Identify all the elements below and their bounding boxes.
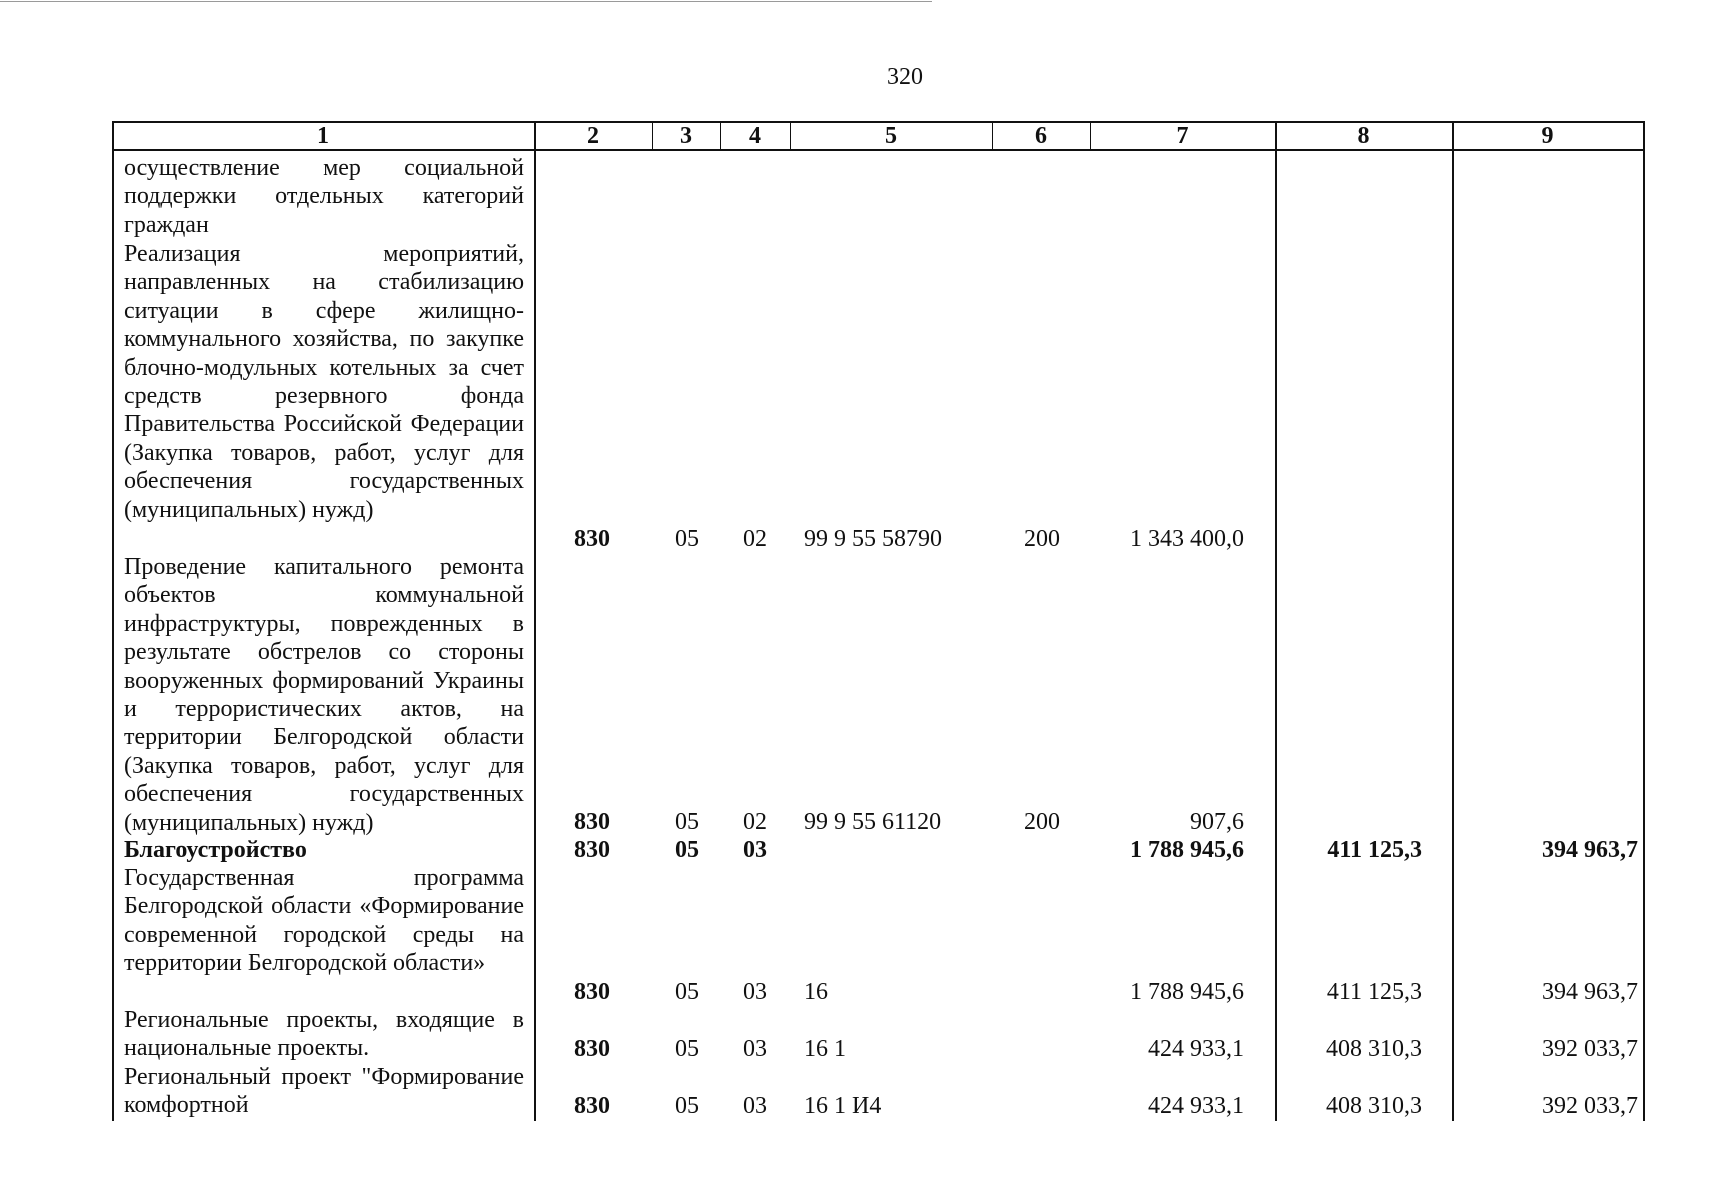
cell-section: 05 xyxy=(675,526,699,552)
header-col-4: 4 xyxy=(749,123,761,149)
cell-admin-code: 830 xyxy=(574,979,610,1005)
cell-expense-type: 200 xyxy=(1024,809,1060,835)
table-row xyxy=(112,864,1645,1006)
cell-amount-col8: 411 125,3 xyxy=(1326,979,1422,1005)
header-row xyxy=(112,121,1645,150)
header-col-2: 2 xyxy=(587,123,599,149)
header-col-5: 5 xyxy=(885,123,897,149)
cell-amount-col8: 408 310,3 xyxy=(1326,1036,1422,1062)
cell-subsection: 03 xyxy=(743,1093,767,1119)
row-description: Проведение капитального ремонта объектов коммунальной инфраструктуры, поврежденных в результате обстрелов со стороны вооруженных формирований Украины и террористических актов, на территории Белгородской области (Закупка товаров, работ, услуг для обеспечения государственных (муниципальных) нужд) xyxy=(124,554,524,836)
cell-expense-type: 200 xyxy=(1024,526,1060,552)
cell-amount-col8 xyxy=(1272,808,1422,836)
cell-amount-col8: 408 310,3 xyxy=(1326,1093,1422,1119)
row-description: Государственная программа Белгородской области «Формирование современной городской среды на территории Белгородской области» xyxy=(124,865,524,977)
cell-amount-col9: 394 963,7 xyxy=(1542,837,1638,863)
cell-subsection: 03 xyxy=(743,1036,767,1062)
cell-expense-type xyxy=(992,1092,1092,1120)
header-col-3: 3 xyxy=(680,123,692,149)
table-row xyxy=(112,1063,1645,1120)
cell-section: 05 xyxy=(675,979,699,1005)
table-row xyxy=(112,154,1645,240)
table-row xyxy=(112,240,1645,553)
table-row xyxy=(112,836,1645,864)
cell-amount-col9 xyxy=(1452,808,1638,836)
top-rule xyxy=(0,1,932,2)
cell-target-article: 16 1 xyxy=(804,1036,846,1062)
cell-subsection: 02 xyxy=(743,526,767,552)
header-col-9: 9 xyxy=(1541,123,1554,149)
table-row xyxy=(112,553,1645,836)
header-col-7: 7 xyxy=(1176,123,1189,149)
row-description: Реализация мероприятий, направленных на стабилизацию ситуации в сфере жилищно-коммунального хозяйства, по закупке блочно-модульных котельных за счет средств резервного фонда Правительства Российской Федерации (Закупка товаров, работ, услуг для обеспечения государственных (муниципальных) нужд) xyxy=(124,241,524,523)
cell-amount-col9: 392 033,7 xyxy=(1542,1036,1638,1062)
cell-section: 05 xyxy=(675,1036,699,1062)
cell-amount-col9 xyxy=(1452,525,1638,553)
row-description: осуществление мер социальной поддержки отдельных категорий граждан xyxy=(124,155,524,238)
cell-target-article: 99 9 55 61120 xyxy=(804,809,942,835)
row-description: Благоустройство xyxy=(124,837,307,863)
cell-amount-col7: 1 788 945,6 xyxy=(1130,837,1244,863)
cell-admin-code: 830 xyxy=(574,1093,610,1119)
cell-admin-code: 830 xyxy=(574,809,610,835)
cell-amount-col8: 411 125,3 xyxy=(1327,837,1422,863)
cell-expense-type xyxy=(992,1035,1092,1063)
header-col-1: 1 xyxy=(317,123,329,149)
cell-amount-col7: 1 343 400,0 xyxy=(1130,526,1244,552)
cell-amount-col7: 424 933,1 xyxy=(1148,1036,1244,1062)
header-col-8: 8 xyxy=(1357,123,1370,149)
table-row xyxy=(112,1006,1645,1063)
cell-target-article: 99 9 55 58790 xyxy=(804,526,942,552)
cell-section: 05 xyxy=(675,809,699,835)
cell-amount-col7: 424 933,1 xyxy=(1148,1093,1244,1119)
cell-target-article: 16 1 И4 xyxy=(804,1093,882,1119)
cell-target-article: 16 xyxy=(804,979,828,1005)
cell-section: 05 xyxy=(675,837,699,863)
cell-amount-col9: 394 963,7 xyxy=(1542,979,1638,1005)
cell-target-article xyxy=(804,836,994,864)
header-col-6: 6 xyxy=(1035,123,1047,149)
row-description: Региональные проекты, входящие в национальные проекты. xyxy=(124,1007,524,1062)
cell-amount-col8 xyxy=(1272,525,1422,553)
budget-table xyxy=(112,121,1645,1121)
cell-subsection: 03 xyxy=(743,979,767,1005)
cell-admin-code: 830 xyxy=(574,1036,610,1062)
cell-expense-type xyxy=(992,836,1092,864)
cell-subsection: 03 xyxy=(743,837,767,863)
cell-subsection: 02 xyxy=(743,809,767,835)
cell-admin-code: 830 xyxy=(574,526,610,552)
cell-amount-col7: 1 788 945,6 xyxy=(1130,979,1244,1005)
cell-section: 05 xyxy=(675,1093,699,1119)
cell-amount-col7: 907,6 xyxy=(1190,809,1244,835)
cell-expense-type xyxy=(992,978,1092,1006)
page-number: 320 xyxy=(887,64,923,90)
cell-amount-col9: 392 033,7 xyxy=(1542,1093,1638,1119)
row-description: Региональный проект "Формирование комфортной xyxy=(124,1064,524,1119)
cell-admin-code: 830 xyxy=(574,837,610,863)
